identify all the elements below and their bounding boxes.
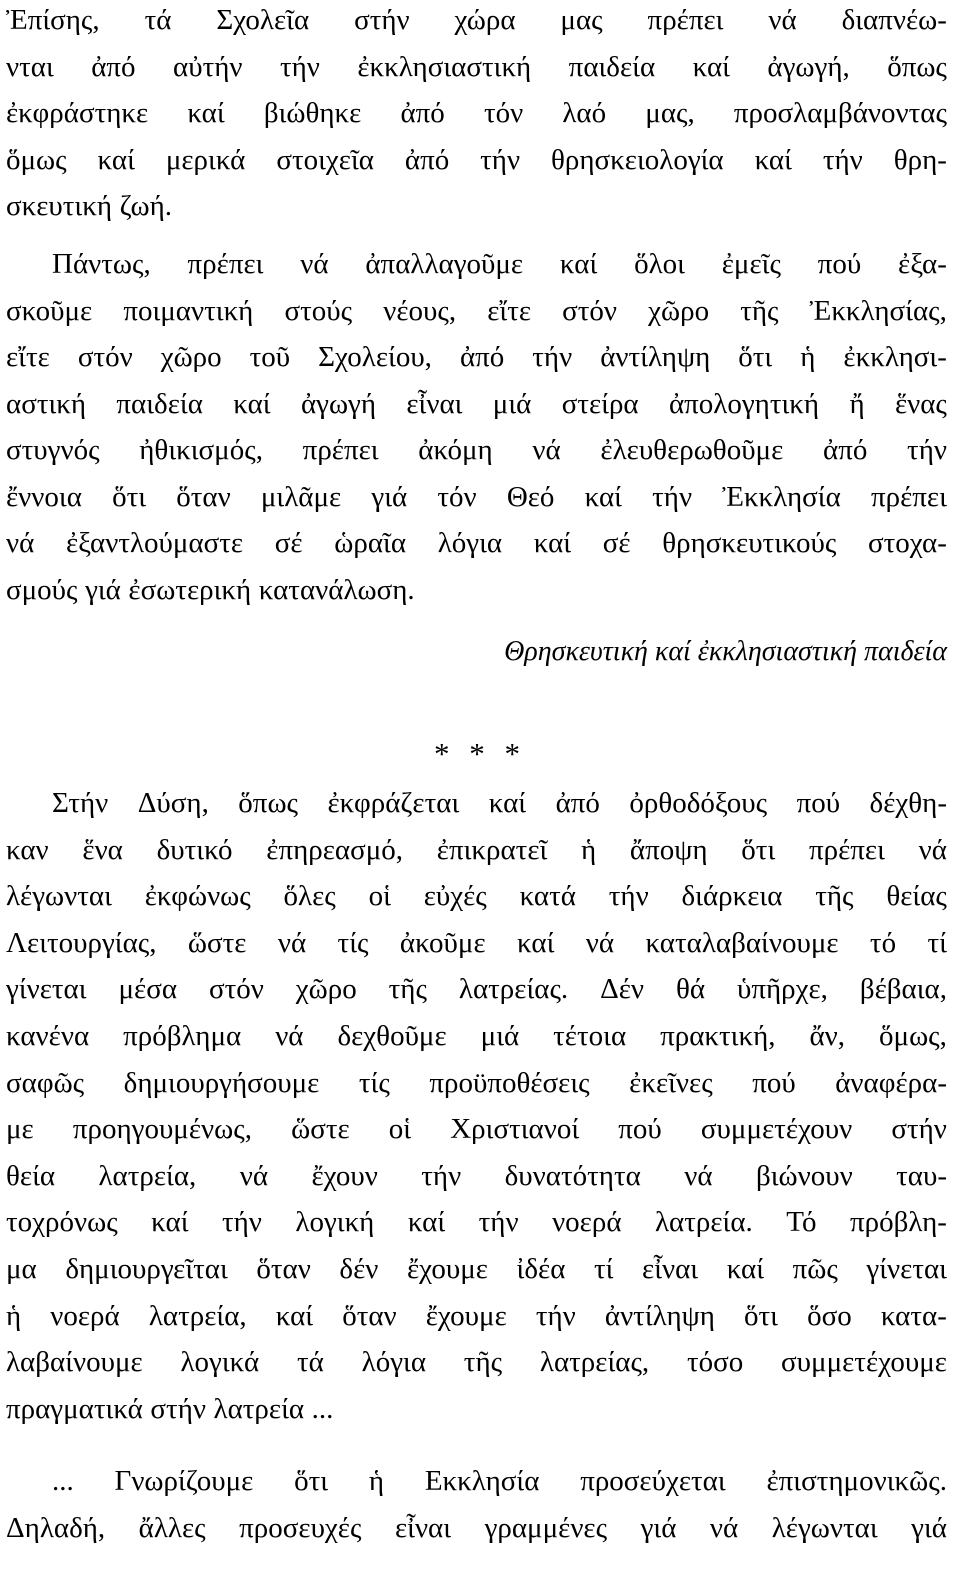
text-line: ... Γνωρίζουμε ὅτι ἡ Εκκλησία προσεύχεται ἐπιστημονικῶς. <box>52 1465 947 1497</box>
text-line: στυγνός ἠθικισμός, πρέπει ἀκόμη νά ἐλευθερωθοῦμε ἀπό τήν <box>6 434 947 466</box>
text-line: Στήν Δύση, ὅπως ἐκφράζεται καί ἀπό ὀρθοδόξους πού δέχθη- <box>52 787 947 819</box>
text-line: σκοῦμε ποιμαντική στούς νέους, εἴτε στόν χῶρο τῆς Ἐκκλησίας, <box>6 294 947 327</box>
text-line: εἴτε στόν χῶρο τοῦ Σχολείου, ἀπό τήν ἀντίληψη ὅτι ἡ ἐκκλησι- <box>6 341 947 373</box>
text-line: σμούς γιά ἐσωτερική κατανάλωση. <box>6 573 415 606</box>
source-caption: Θρησκευτική καί ἐκκλησιαστική παιδεία <box>504 636 947 667</box>
text-line: λέγωνται ἐκφώνως ὅλες οἱ εὐχές κατά τήν διάρκεια τῆς θείας <box>6 880 947 913</box>
section-separator: * * * <box>434 736 526 771</box>
text-line: τοχρόνως καί τήν λογική καί τήν νοερά λατρεία. Τό πρόβλη- <box>6 1206 947 1239</box>
text-line: Πάντως, πρέπει νά ἀπαλλαγοῦμε καί ὅλοι ἐμεῖς πού ἐξα- <box>52 248 947 280</box>
text-line: αστική παιδεία καί ἀγωγή εἶναι μιά στείρα ἀπολογητική ἤ ἕνας <box>6 387 947 420</box>
text-line: Ἐπίσης, τά Σχολεῖα στήν χώρα μας πρέπει νά διαπνέω- <box>6 4 947 36</box>
text-line: σκευτική ζωή. <box>6 190 173 222</box>
text-line: πραγματικά στήν λατρεία ... <box>6 1392 334 1425</box>
text-line: θεία λατρεία, νά ἔχουν τήν δυνατότητα νά βιώνουν ταυ- <box>6 1159 947 1192</box>
text-line: λαβαίνουμε λογικά τά λόγια τῆς λατρείας, τόσο συμμετέχουμε <box>6 1346 947 1379</box>
text-line: νται ἀπό αὐτήν τήν ἐκκλησιαστική παιδεία καί ἀγωγή, ὅπως <box>6 50 947 83</box>
text-line: ὅμως καί μερικά στοιχεῖα ἀπό τήν θρησκειολογία καί τήν θρη- <box>6 143 947 176</box>
text-line: νά ἐξαντλούμαστε σέ ὡραῖα λόγια καί σέ θρησκευτικούς στοχα- <box>6 527 947 559</box>
text-line: ἔννοια ὅτι ὅταν μιλᾶμε γιά τόν Θεό καί τήν Ἐκκλησία πρέπει <box>6 480 947 513</box>
text-line: Λειτουργίας, ὥστε νά τίς ἀκοῦμε καί νά καταλαβαίνουμε τό τί <box>6 926 947 959</box>
text-line: κανένα πρόβλημα νά δεχθοῦμε μιά τέτοια πρακτική, ἄν, ὅμως, <box>6 1020 947 1052</box>
text-line: ἐκφράστηκε καί βιώθηκε ἀπό τόν λαό μας, προσλαμβάνοντας <box>6 97 947 129</box>
text-line: ἡ νοερά λατρεία, καί ὅταν ἔχουμε τήν ἀντίληψη ὅτι ὅσο κατα- <box>6 1299 947 1332</box>
text-line: μα δημιουργεῖται ὅταν δέν ἔχουμε ἰδέα τί εἶναι καί πῶς γίνεται <box>6 1253 947 1285</box>
text-line: καν ἕνα δυτικό ἐπηρεασμό, ἐπικρατεῖ ἡ ἄποψη ὅτι πρέπει νά <box>6 833 947 866</box>
text-line: με προηγουμένως, ὥστε οἱ Χριστιανοί πού συμμετέχουν στήν <box>6 1113 947 1146</box>
text-line: σαφῶς δημιουργήσουμε τίς προϋποθέσεις ἐκεῖνες πού ἀναφέρα- <box>6 1066 947 1099</box>
text-line: γίνεται μέσα στόν χῶρο τῆς λατρείας. Δέν θά ὑπῆρχε, βέβαια, <box>6 973 947 1006</box>
text-line: Δηλαδή, ἄλλες προσευχές εἶναι γραμμένες γιά νά λέγωνται γιά <box>6 1511 947 1544</box>
